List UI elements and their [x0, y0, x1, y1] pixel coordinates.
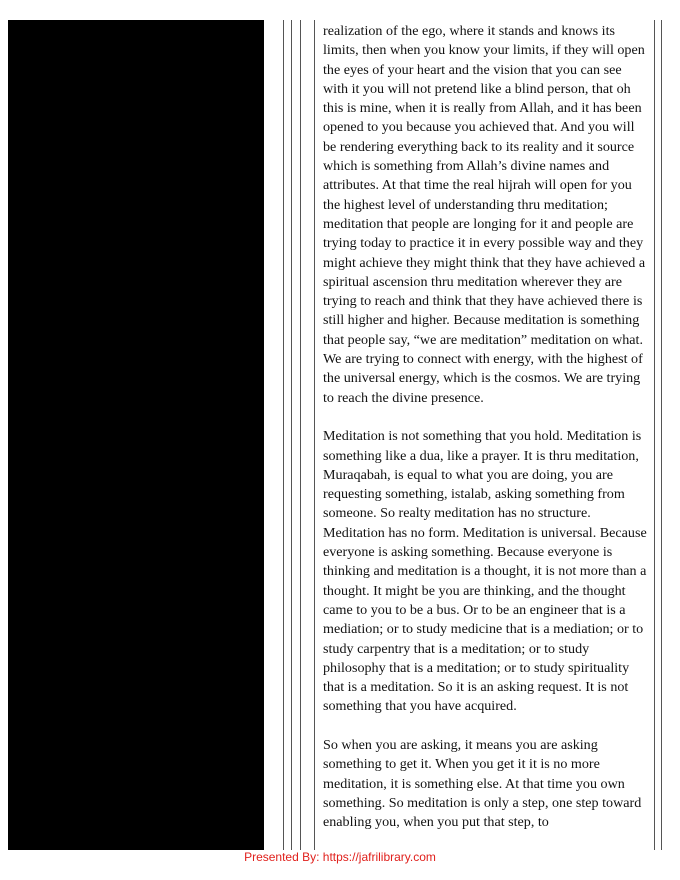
- paragraph: Meditation is not something that you hold. Meditation is something like a dua, like a prayer. It is thru meditation, Muraqabah, is equal to what you are doing, you are requesting something, istalab, asking something from someone. So realty meditation has no structure. Meditation has no form. Meditation is universal. Because everyone is asking something. Because everyone is thinking and meditation is a thought, it is not more than a thought. It might be you are thinking, and the thought came to you to be a bus. Or to be an engineer that is a mediation; or to study medicine that is a mediation; or to study carpentry that is a meditation; or to study philosophy that is a meditation; or to study spirituality that is a meditation. So it is an asking request. It is not something that you have acquired.: [323, 428, 647, 715]
- column-rule: [661, 20, 662, 850]
- column-rule: [283, 20, 284, 850]
- body-text-column: [323, 22, 650, 852]
- column-rule: [291, 20, 292, 850]
- paragraph: realization of the ego, where it stands and knows its limits, then when you know your limits, if they will open the eyes of your heart and the vision that you can see with it you will not pretend like a blind person, that oh this is mine, when it is really from Allah, and it has been opened to you because you achieved that. And you will be rendering everything back to its reality and it source which is something from Allah’s divine names and attributes. At that time the real hijrah will open for you the highest level of understanding thru meditation; meditation that people are longing for it and people are trying today to practice it in every possible way and they might achieve they might think that they have achieved a spiritual ascension thru meditation wherever they are trying to reach and think that they have achieved there is still higher and higher. Because meditation is something that people say, “we are meditation” meditation on what. We are trying to connect with energy, with the highest of the universal energy, which is the cosmos. We are trying to reach the divine presence.: [323, 23, 646, 406]
- column-rule: [300, 20, 301, 850]
- presented-by-footer: Presented By: https://jafrilibrary.com: [244, 850, 436, 864]
- column-rule: [314, 20, 315, 850]
- black-image-panel: [8, 20, 264, 850]
- paragraph: So when you are asking, it means you are asking something to get it. When you get it it is no more meditation, it is something else. At that time you own something. So meditation is only a step, one step toward enabling you, when you put that step, to: [323, 736, 642, 831]
- column-rule: [654, 20, 655, 850]
